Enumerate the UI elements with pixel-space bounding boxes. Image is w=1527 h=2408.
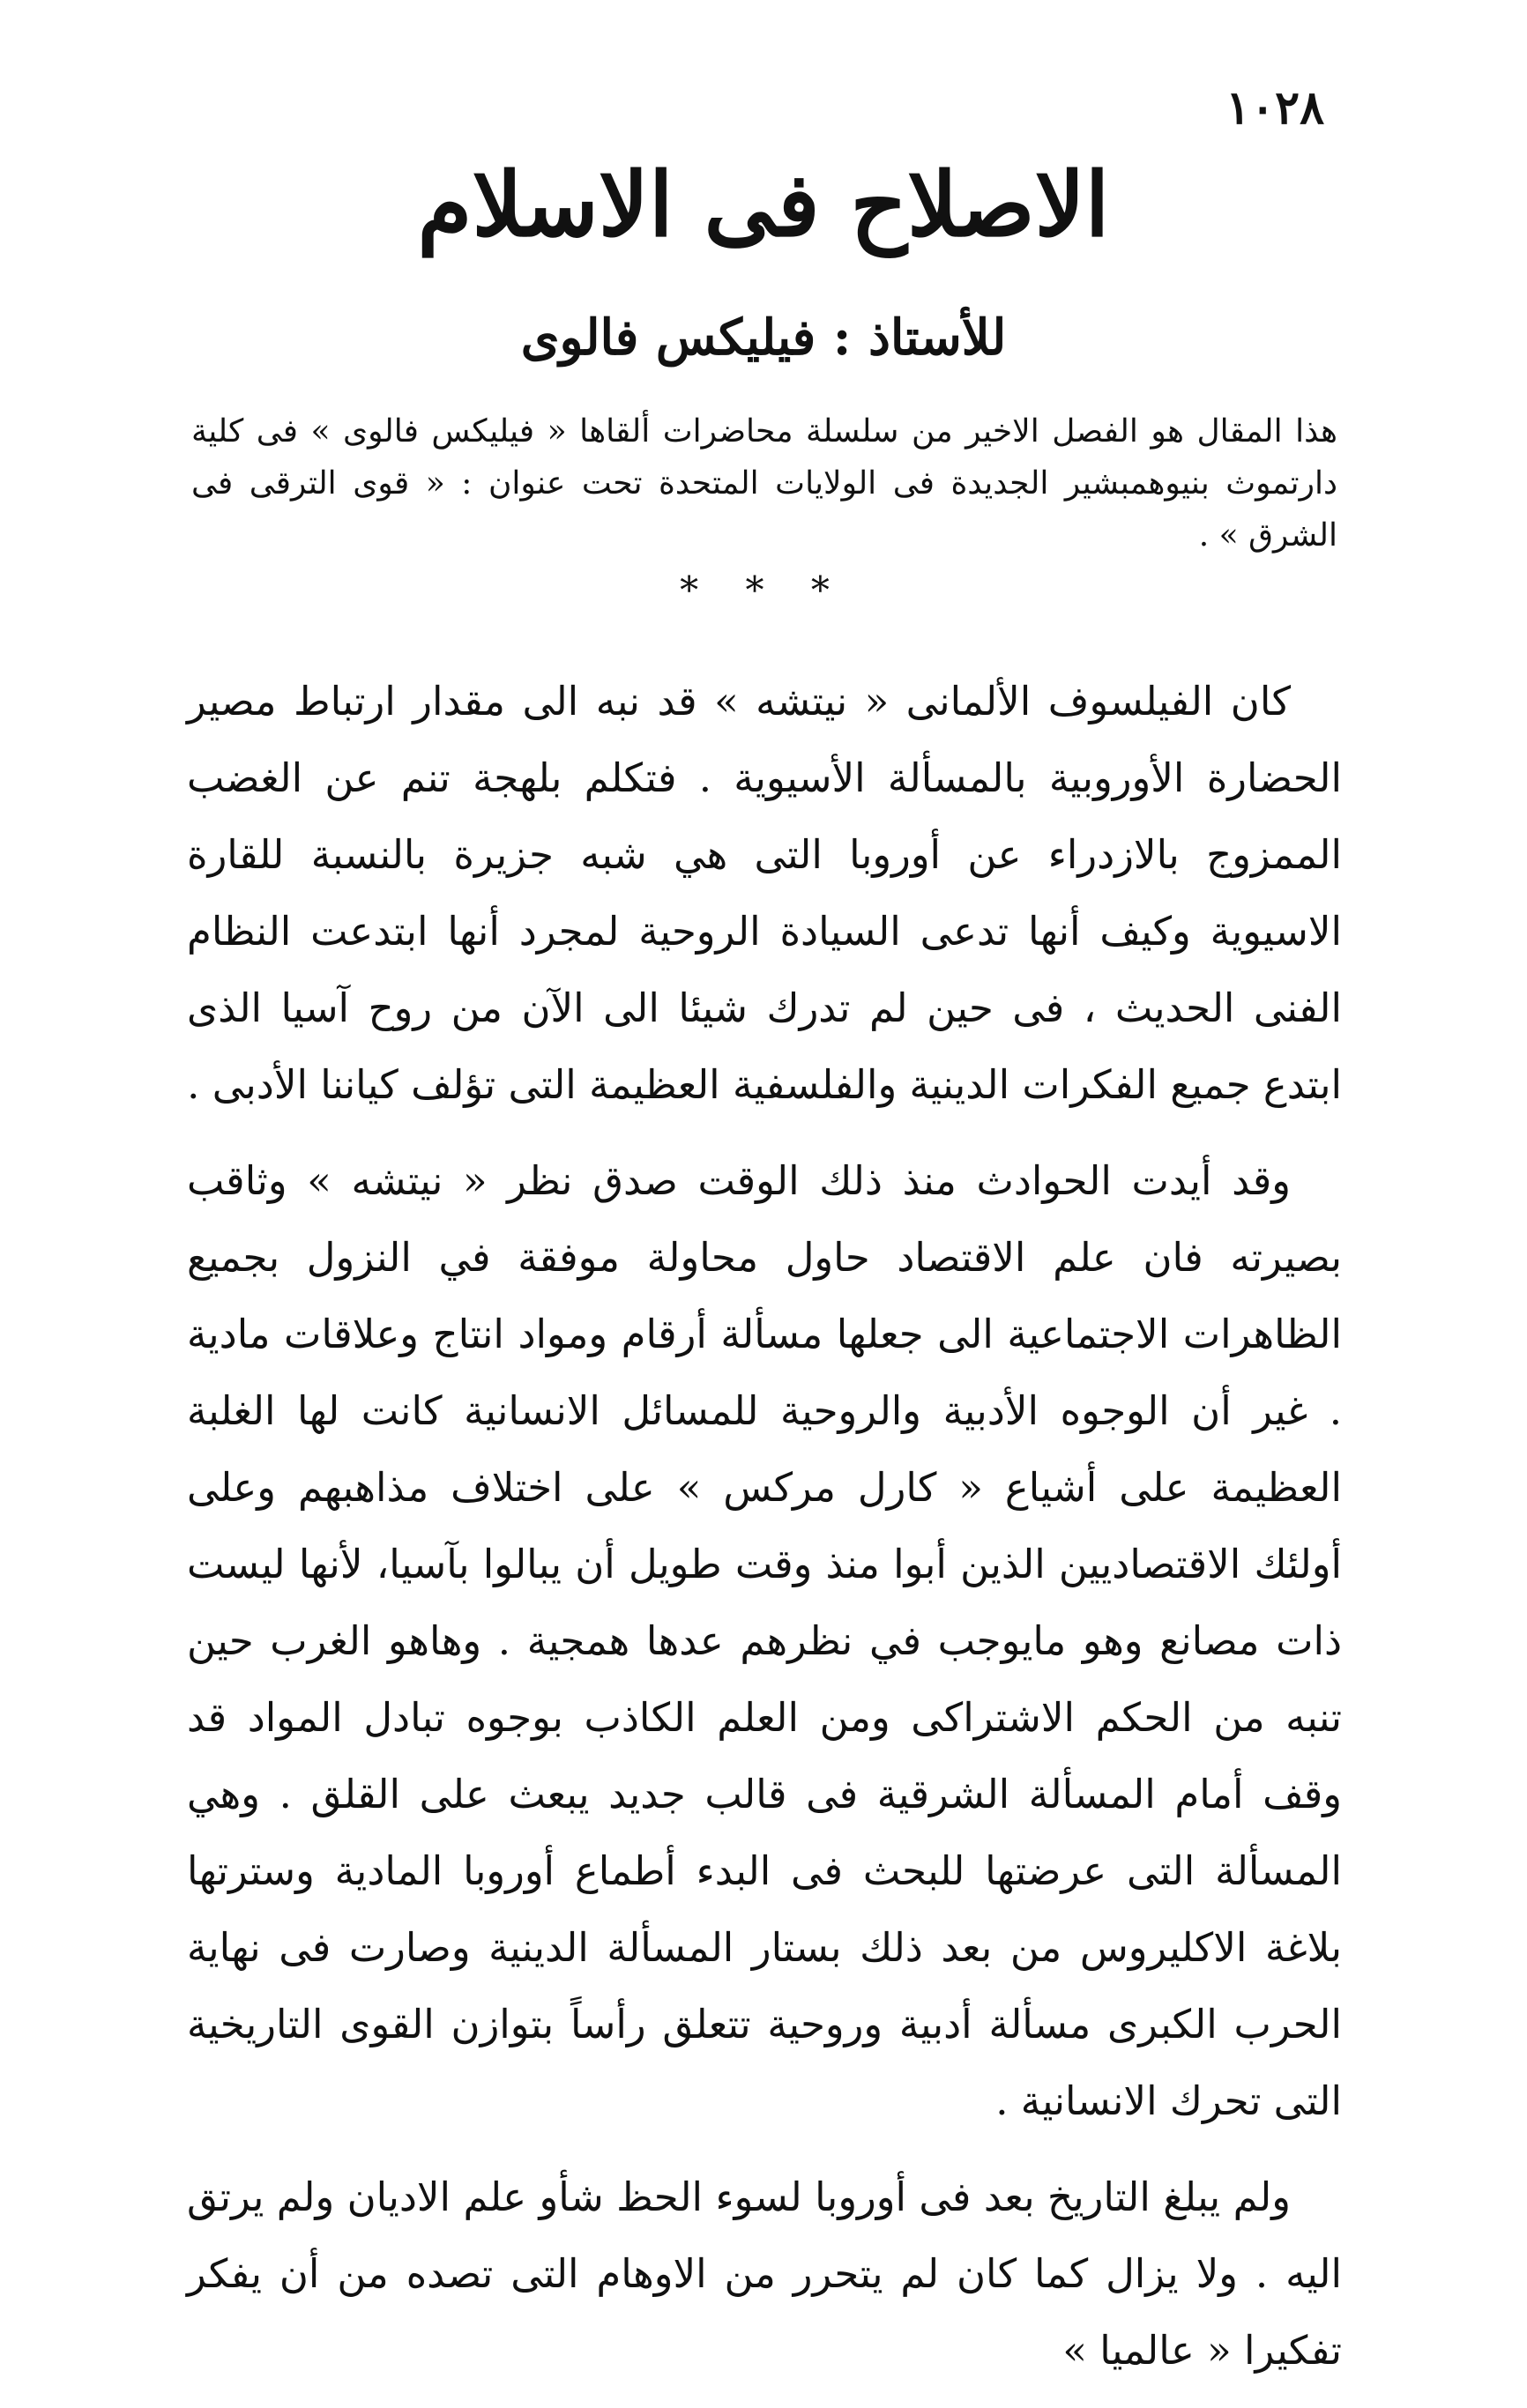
body-paragraph-3: ولم يبلغ التاريخ بعد فى أوروبا لسوء الحظ شأو علم الاديان ولم يرتق اليه . ولا يزال كما كان لم يتحرر من الاوهام التى تصده من أن يفكر تفكيرا « عالميا » — [187, 2174, 1342, 2374]
body-paragraph-1: كان الفيلسوف الألمانى « نيتشه » قد نبه الى مقدار ارتباط مصير الحضارة الأوروبية بالمسألة الأسيوية . فتكلم بلهجة تنم عن الغضب الممزوج بالازدراء عن أوروبا التى هي شبه جزيرة بالنسبة للقارة الاسيوية وكيف أنها تدعى السيادة الروحية لمجرد أنها ابتدعت النظام الفنى الحديث ، فى حين لم تدرك شيئا الى الآن من روح آسيا الذى ابتدع جميع الفكرات الدينية والفلسفية العظيمة التى تؤلف كياننا الأدبى . — [187, 678, 1342, 1108]
section-separator: * * * — [680, 569, 847, 612]
article-body — [187, 663, 1342, 2408]
intro-note: هذا المقال هو الفصل الاخير من سلسلة محاضرات ألقاها « فيليكس فالوى » فى كلية دارتموث بنيوهمبشير الجديدة فى الولايات المتحدة تحت عنوان : « قوى الترقى فى الشرق » . — [191, 413, 1337, 554]
article-title: الاصلاح فى الاسلام — [417, 152, 1110, 256]
article-author: للأستاذ : فيليكس فالوى — [520, 308, 1007, 367]
body-paragraph-2: وقد أيدت الحوادث منذ ذلك الوقت صدق نظر « نيتشه » وثاقب بصيرته فان علم الاقتصاد حاول محاولة موفقة في النزول بجميع الظاهرات الاجتماعية الى جعلها مسألة أرقام ومواد انتاج وعلاقات مادية . غير أن الوجوه الأدبية والروحية للمسائل الانسانية كانت لها الغلبة العظيمة على أشياع « كارل مركس » على اختلاف مذاهبهم وعلى أولئك الاقتصاديين الذين أبوا منذ وقت طويل أن يبالوا بآسيا، لأنها ليست ذات مصانع وهو مايوجب في نظرهم عدها همجية . وهاهو الغرب حين تنبه من الحكم الاشتراكى ومن العلم الكاذب بوجوه تبادل المواد قد وقف أمام المسألة الشرقية فى قالب جديد يبعث على القلق . وهي المسألة التى عرضتها للبحث فى البدء أطماع أوروبا المادية وسترتها بلاغة الاكليروس من بعد ذلك بستار المسألة الدينية وصارت فى نهاية الحرب الكبرى مسألة أدبية وروحية تتعلق رأساً بتوازن القوى التاريخية التى تحرك الانسانية . — [187, 1157, 1342, 2124]
page-number: ١٠٢٨ — [1225, 81, 1324, 135]
